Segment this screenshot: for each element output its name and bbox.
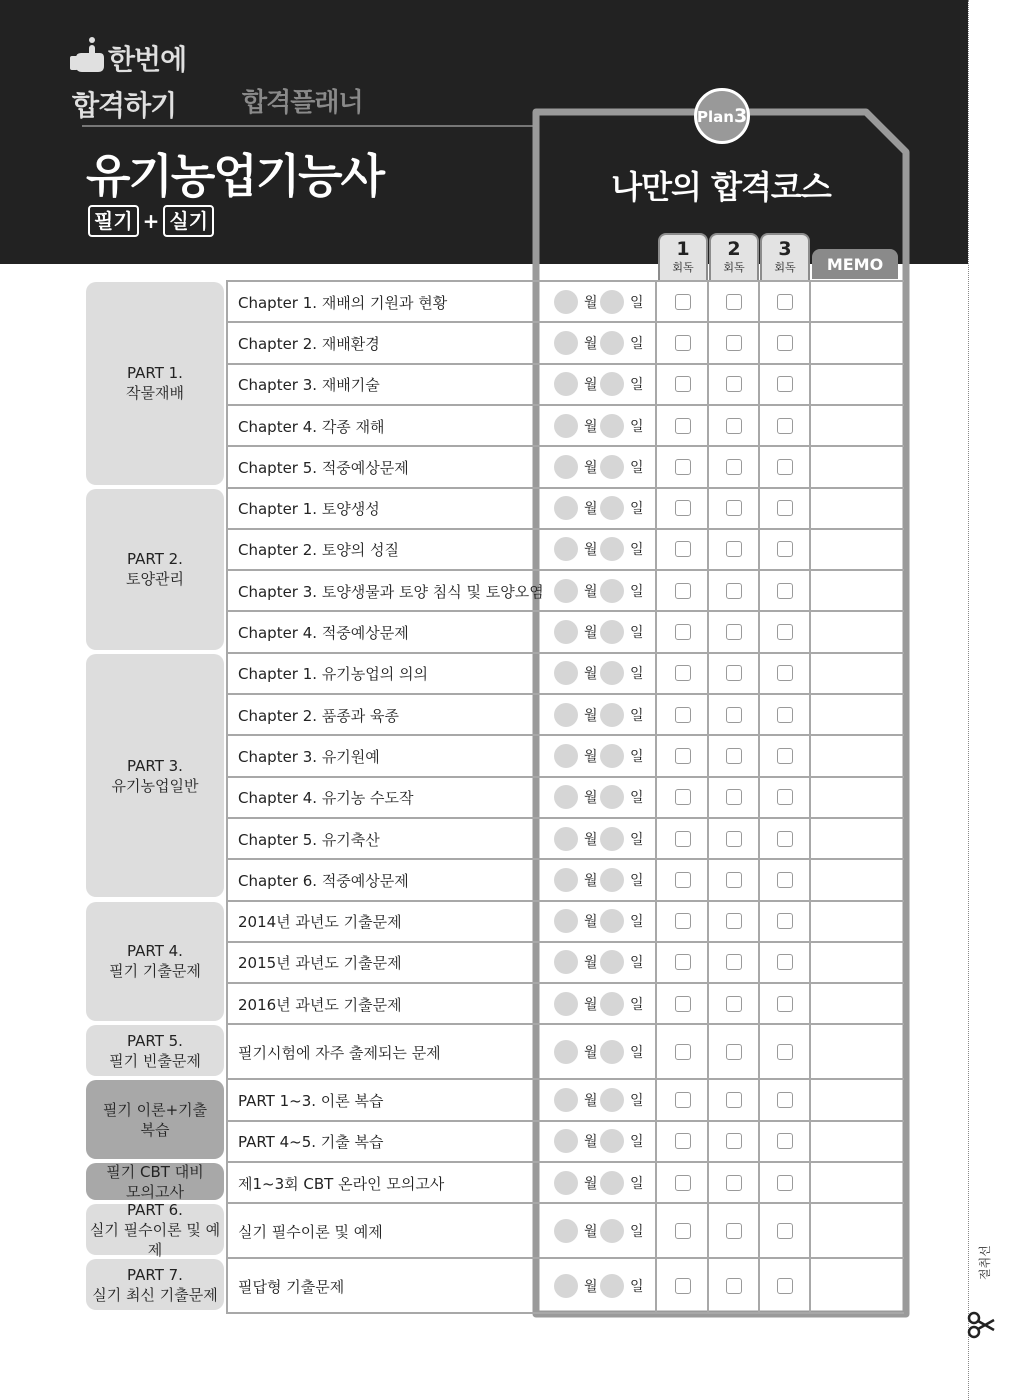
date-entry[interactable]: [554, 1129, 654, 1153]
row-divider: [226, 1161, 904, 1163]
row-divider: [226, 693, 904, 695]
day-label: 일: [630, 459, 644, 476]
chapter-label: Chapter 1. 유기농업의 의의: [238, 665, 429, 684]
day-circle[interactable]: [600, 414, 624, 438]
row-divider: [226, 363, 904, 365]
chapter-label: Chapter 3. 토양생물과 토양 침식 및 토양오염: [238, 582, 544, 601]
date-entry[interactable]: [554, 827, 654, 851]
date-entry[interactable]: [554, 455, 654, 479]
column-divider: [707, 280, 709, 1313]
month-label: 월: [584, 459, 598, 476]
round-3-checkbox[interactable]: [777, 748, 793, 764]
month-label: 월: [584, 1093, 598, 1110]
row-divider: [226, 569, 904, 571]
chapter-label: PART 1~3. 이론 복습: [238, 1092, 384, 1111]
month-label: 월: [584, 583, 598, 600]
round-2-checkbox[interactable]: [726, 1092, 742, 1108]
day-circle[interactable]: [600, 744, 624, 768]
row-divider: [226, 404, 904, 406]
chapter-label: PART 4~5. 기출 복습: [238, 1133, 384, 1152]
day-label: 일: [630, 501, 644, 518]
day-circle[interactable]: [600, 1171, 624, 1195]
date-entry[interactable]: [554, 496, 654, 520]
month-circle[interactable]: [554, 372, 578, 396]
round-3-checkbox[interactable]: [777, 913, 793, 929]
round-3-checkbox[interactable]: [777, 335, 793, 351]
round-2-checkbox[interactable]: [726, 872, 742, 888]
month-circle[interactable]: [554, 950, 578, 974]
day-label: 일: [630, 748, 644, 765]
day-label: 일: [630, 707, 644, 724]
round-1-checkbox[interactable]: [675, 954, 691, 970]
page-title: 유기농업기능사: [86, 149, 384, 203]
exam-tag-written: 필기: [88, 205, 139, 237]
date-entry[interactable]: [554, 372, 654, 396]
round-3-checkbox[interactable]: [777, 665, 793, 681]
round-1-checkbox[interactable]: [675, 459, 691, 475]
round-1-checkbox[interactable]: [675, 831, 691, 847]
round-2-checkbox[interactable]: [726, 583, 742, 599]
date-entry[interactable]: [554, 537, 654, 561]
day-label: 일: [630, 1278, 644, 1295]
round-3-checkbox[interactable]: [777, 541, 793, 557]
day-label: 일: [630, 1093, 644, 1110]
plan-badge-word: Plan: [697, 108, 734, 126]
day-label: 일: [630, 583, 644, 600]
month-label: 월: [584, 748, 598, 765]
round-3-checkbox[interactable]: [777, 872, 793, 888]
part-label: 필기 CBT 대비 모의고사: [86, 1163, 224, 1200]
round-2-checkbox[interactable]: [726, 376, 742, 392]
day-circle[interactable]: [600, 372, 624, 396]
day-label: 일: [630, 542, 644, 559]
round-1-checkbox[interactable]: [675, 335, 691, 351]
row-divider: [226, 1257, 904, 1259]
round-2-checkbox[interactable]: [726, 1044, 742, 1060]
logo-line2: 합격하기: [72, 89, 177, 122]
month-label: 월: [584, 666, 598, 683]
round-3-checkbox[interactable]: [777, 500, 793, 516]
day-circle[interactable]: [600, 1274, 624, 1298]
day-circle[interactable]: [600, 579, 624, 603]
round-3-checkbox[interactable]: [777, 1133, 793, 1149]
course-title: 나만의 합격코스: [611, 168, 831, 206]
day-circle[interactable]: [600, 703, 624, 727]
month-circle[interactable]: [554, 1274, 578, 1298]
round-3-checkbox[interactable]: [777, 1223, 793, 1239]
date-entry[interactable]: [554, 1040, 654, 1064]
plan-badge-number: 3: [733, 105, 748, 127]
round-1-checkbox[interactable]: [675, 748, 691, 764]
round-2-checkbox[interactable]: [726, 789, 742, 805]
round-1-checkbox[interactable]: [675, 1044, 691, 1060]
day-label: 일: [630, 418, 644, 435]
chapter-label: Chapter 2. 재배환경: [238, 334, 380, 353]
plan-badge: [694, 88, 750, 144]
chapter-label: 2016년 과년도 기출문제: [238, 995, 402, 1014]
chapter-label: Chapter 5. 유기축산: [238, 830, 380, 849]
round-1-checkbox[interactable]: [675, 624, 691, 640]
date-entry[interactable]: [554, 703, 654, 727]
round-2-checkbox[interactable]: [726, 1278, 742, 1294]
round-3-checkbox[interactable]: [777, 1175, 793, 1191]
month-circle[interactable]: [554, 414, 578, 438]
month-circle[interactable]: [554, 868, 578, 892]
row-divider: [226, 734, 904, 736]
round-number: 2: [727, 238, 741, 260]
day-circle[interactable]: [600, 1088, 624, 1112]
day-label: 일: [630, 1175, 644, 1192]
round-2-checkbox[interactable]: [726, 707, 742, 723]
chapter-label: 실기 필수이론 및 예제: [238, 1222, 383, 1241]
memo-header: MEMO: [812, 249, 898, 279]
row-divider: [226, 982, 904, 984]
day-circle[interactable]: [600, 827, 624, 851]
round-1-checkbox[interactable]: [675, 541, 691, 557]
round-2-checkbox[interactable]: [726, 748, 742, 764]
exam-tags: [88, 205, 214, 237]
round-1-checkbox[interactable]: [675, 707, 691, 723]
month-circle[interactable]: [554, 827, 578, 851]
round-3-checkbox[interactable]: [777, 996, 793, 1012]
day-circle[interactable]: [600, 868, 624, 892]
chapter-label: Chapter 2. 토양의 성질: [238, 541, 400, 560]
row-divider: [226, 528, 904, 530]
day-circle[interactable]: [600, 620, 624, 644]
month-label: 월: [584, 955, 598, 972]
chapter-label: Chapter 4. 각종 재해: [238, 417, 385, 436]
round-1-checkbox[interactable]: [675, 913, 691, 929]
month-label: 월: [584, 1278, 598, 1295]
round-1-checkbox[interactable]: [675, 1278, 691, 1294]
round-1-checkbox[interactable]: [675, 872, 691, 888]
round-3-checkbox[interactable]: [777, 583, 793, 599]
day-label: 일: [630, 294, 644, 311]
month-circle[interactable]: [554, 455, 578, 479]
date-entry[interactable]: [554, 1274, 654, 1298]
month-label: 월: [584, 831, 598, 848]
round-1-checkbox[interactable]: [675, 583, 691, 599]
row-divider: [226, 1312, 904, 1314]
month-circle[interactable]: [554, 703, 578, 727]
month-label: 월: [584, 1223, 598, 1240]
date-entry[interactable]: [554, 909, 654, 933]
date-entry[interactable]: [554, 950, 654, 974]
round-2-checkbox[interactable]: [726, 500, 742, 516]
month-label: 월: [584, 872, 598, 889]
date-entry[interactable]: [554, 579, 654, 603]
logo-line1: 한번에: [108, 43, 187, 76]
chapter-label: Chapter 3. 재배기술: [238, 376, 380, 395]
round-2-checkbox[interactable]: [726, 1133, 742, 1149]
round-3-checkbox[interactable]: [777, 418, 793, 434]
day-circle[interactable]: [600, 1129, 624, 1153]
chapter-label: Chapter 3. 유기원예: [238, 747, 380, 766]
round-1-checkbox[interactable]: [675, 1133, 691, 1149]
day-label: 일: [630, 666, 644, 683]
date-entry[interactable]: [554, 1171, 654, 1195]
month-label: 월: [584, 1044, 598, 1061]
round-2-checkbox[interactable]: [726, 418, 742, 434]
day-label: 일: [630, 335, 644, 352]
date-entry[interactable]: [554, 331, 654, 355]
round-3-checkbox[interactable]: [777, 624, 793, 640]
day-label: 일: [630, 831, 644, 848]
row-divider: [226, 817, 904, 819]
row-divider: [226, 776, 904, 778]
row-divider: [226, 610, 904, 612]
month-label: 월: [584, 1175, 598, 1192]
round-1-checkbox[interactable]: [675, 1223, 691, 1239]
cut-margin: [968, 0, 1023, 1400]
chapter-label: Chapter 1. 재배의 기원과 현황: [238, 293, 448, 312]
round-1-checkbox[interactable]: [675, 1175, 691, 1191]
month-circle[interactable]: [554, 1040, 578, 1064]
chapter-label: Chapter 1. 토양생성: [238, 500, 380, 519]
day-label: 일: [630, 996, 644, 1013]
row-divider: [226, 487, 904, 489]
round-3-checkbox[interactable]: [777, 1278, 793, 1294]
round-3-checkbox[interactable]: [777, 1044, 793, 1060]
round-2-checkbox[interactable]: [726, 996, 742, 1012]
row-divider: [226, 445, 904, 447]
column-divider: [809, 280, 811, 1313]
day-circle[interactable]: [600, 1219, 624, 1243]
month-circle[interactable]: [554, 1088, 578, 1112]
date-entry[interactable]: [554, 744, 654, 768]
chapter-label: 필기시험에 자주 출제되는 문제: [238, 1043, 441, 1062]
day-label: 일: [630, 1223, 644, 1240]
month-label: 월: [584, 914, 598, 931]
row-divider: [226, 652, 904, 654]
day-label: 일: [630, 1134, 644, 1151]
chapter-label: Chapter 4. 유기농 수도작: [238, 789, 414, 808]
month-circle[interactable]: [554, 1129, 578, 1153]
row-divider: [226, 1023, 904, 1025]
part-label: PART 5. 필기 빈출문제: [86, 1025, 224, 1076]
month-circle[interactable]: [554, 909, 578, 933]
part-label: PART 6. 실기 필수이론 및 예제: [86, 1204, 224, 1255]
column-divider: [655, 280, 657, 1313]
date-entry[interactable]: [554, 661, 654, 685]
month-circle[interactable]: [554, 496, 578, 520]
round-3-checkbox[interactable]: [777, 831, 793, 847]
round-3-checkbox[interactable]: [777, 789, 793, 805]
month-circle[interactable]: [554, 537, 578, 561]
row-divider: [226, 1078, 904, 1080]
month-label: 월: [584, 335, 598, 352]
day-circle[interactable]: [600, 290, 624, 314]
round-3-checkbox[interactable]: [777, 459, 793, 475]
month-circle[interactable]: [554, 1171, 578, 1195]
round-2-checkbox[interactable]: [726, 335, 742, 351]
round-2-checkbox[interactable]: [726, 624, 742, 640]
round-tab-3: [760, 233, 810, 281]
round-1-checkbox[interactable]: [675, 500, 691, 516]
month-circle[interactable]: [554, 992, 578, 1016]
part-label: PART 4. 필기 기출문제: [86, 902, 224, 1022]
date-entry[interactable]: [554, 414, 654, 438]
round-2-checkbox[interactable]: [726, 1175, 742, 1191]
day-label: 일: [630, 1044, 644, 1061]
day-label: 일: [630, 625, 644, 642]
round-2-checkbox[interactable]: [726, 1223, 742, 1239]
row-divider: [226, 858, 904, 860]
day-label: 일: [630, 377, 644, 394]
month-label: 월: [584, 707, 598, 724]
round-word: 회독: [672, 261, 694, 274]
column-divider: [758, 280, 760, 1313]
part-label: PART 7. 실기 최신 기출문제: [86, 1259, 224, 1310]
chapter-label: Chapter 5. 적중예상문제: [238, 458, 409, 477]
chapter-label: Chapter 4. 적중예상문제: [238, 624, 409, 643]
month-label: 월: [584, 1134, 598, 1151]
chapter-label: 제1~3회 CBT 온라인 모의고사: [238, 1174, 445, 1193]
row-divider: [226, 321, 904, 323]
month-circle[interactable]: [554, 290, 578, 314]
day-label: 일: [630, 872, 644, 889]
month-circle[interactable]: [554, 620, 578, 644]
round-word: 회독: [723, 261, 745, 274]
day-circle[interactable]: [600, 331, 624, 355]
part-label: PART 2. 토양관리: [86, 489, 224, 650]
day-circle[interactable]: [600, 1040, 624, 1064]
chapter-label: Chapter 6. 적중예상문제: [238, 871, 409, 890]
day-label: 일: [630, 790, 644, 807]
round-1-checkbox[interactable]: [675, 789, 691, 805]
round-3-checkbox[interactable]: [777, 707, 793, 723]
day-circle[interactable]: [600, 496, 624, 520]
day-circle[interactable]: [600, 992, 624, 1016]
day-label: 일: [630, 914, 644, 931]
round-tab-1: [658, 233, 708, 281]
round-1-checkbox[interactable]: [675, 376, 691, 392]
part-label: PART 1. 작물재배: [86, 282, 224, 485]
chapter-label: Chapter 2. 품종과 육종: [238, 706, 400, 725]
part-label: PART 3. 유기농업일반: [86, 654, 224, 898]
planner-label: 합격플래너: [242, 88, 363, 118]
round-number: 1: [676, 238, 690, 260]
part-label: 필기 이론+기출 복습: [86, 1080, 224, 1159]
round-tab-2: [709, 233, 759, 281]
round-1-checkbox[interactable]: [675, 1092, 691, 1108]
row-divider: [226, 1202, 904, 1204]
month-label: 월: [584, 542, 598, 559]
date-entry[interactable]: [554, 868, 654, 892]
month-circle[interactable]: [554, 579, 578, 603]
day-circle[interactable]: [600, 909, 624, 933]
cut-line-label: 절취선: [978, 1245, 992, 1280]
date-entry[interactable]: [554, 620, 654, 644]
round-3-checkbox[interactable]: [777, 1092, 793, 1108]
round-1-checkbox[interactable]: [675, 665, 691, 681]
day-circle[interactable]: [600, 537, 624, 561]
row-divider: [226, 900, 904, 902]
round-2-checkbox[interactable]: [726, 294, 742, 310]
exam-tag-practical: 실기: [163, 205, 214, 237]
month-label: 월: [584, 377, 598, 394]
round-number: 3: [778, 238, 792, 260]
date-entry[interactable]: [554, 992, 654, 1016]
date-entry[interactable]: [554, 290, 654, 314]
month-label: 월: [584, 790, 598, 807]
day-label: 일: [630, 955, 644, 972]
month-label: 월: [584, 501, 598, 518]
round-word: 회독: [774, 261, 796, 274]
column-divider: [226, 280, 228, 1313]
chapter-label: 2014년 과년도 기출문제: [238, 913, 402, 932]
round-2-checkbox[interactable]: [726, 665, 742, 681]
date-entry[interactable]: [554, 1219, 654, 1243]
round-1-checkbox[interactable]: [675, 294, 691, 310]
pointing-hand-icon: [70, 36, 106, 74]
round-3-checkbox[interactable]: [777, 954, 793, 970]
month-label: 월: [584, 625, 598, 642]
round-2-checkbox[interactable]: [726, 459, 742, 475]
row-divider: [226, 941, 904, 943]
round-1-checkbox[interactable]: [675, 418, 691, 434]
day-circle[interactable]: [600, 661, 624, 685]
day-circle[interactable]: [600, 785, 624, 809]
month-circle[interactable]: [554, 331, 578, 355]
month-circle[interactable]: [554, 661, 578, 685]
round-2-checkbox[interactable]: [726, 954, 742, 970]
chapter-label: 2015년 과년도 기출문제: [238, 954, 402, 973]
month-circle[interactable]: [554, 785, 578, 809]
round-3-checkbox[interactable]: [777, 294, 793, 310]
exam-plus: +: [142, 209, 160, 233]
round-1-checkbox[interactable]: [675, 996, 691, 1012]
day-circle[interactable]: [600, 455, 624, 479]
scissors-icon: [966, 1310, 996, 1340]
header-divider: [82, 125, 534, 127]
date-entry[interactable]: [554, 1088, 654, 1112]
month-label: 월: [584, 294, 598, 311]
round-3-checkbox[interactable]: [777, 376, 793, 392]
row-divider: [226, 1120, 904, 1122]
date-entry[interactable]: [554, 785, 654, 809]
month-label: 월: [584, 418, 598, 435]
day-circle[interactable]: [600, 950, 624, 974]
month-circle[interactable]: [554, 744, 578, 768]
round-2-checkbox[interactable]: [726, 541, 742, 557]
round-2-checkbox[interactable]: [726, 831, 742, 847]
chapter-label: 필답형 기출문제: [238, 1277, 345, 1296]
round-2-checkbox[interactable]: [726, 913, 742, 929]
month-label: 월: [584, 996, 598, 1013]
month-circle[interactable]: [554, 1219, 578, 1243]
row-divider: [226, 280, 904, 282]
